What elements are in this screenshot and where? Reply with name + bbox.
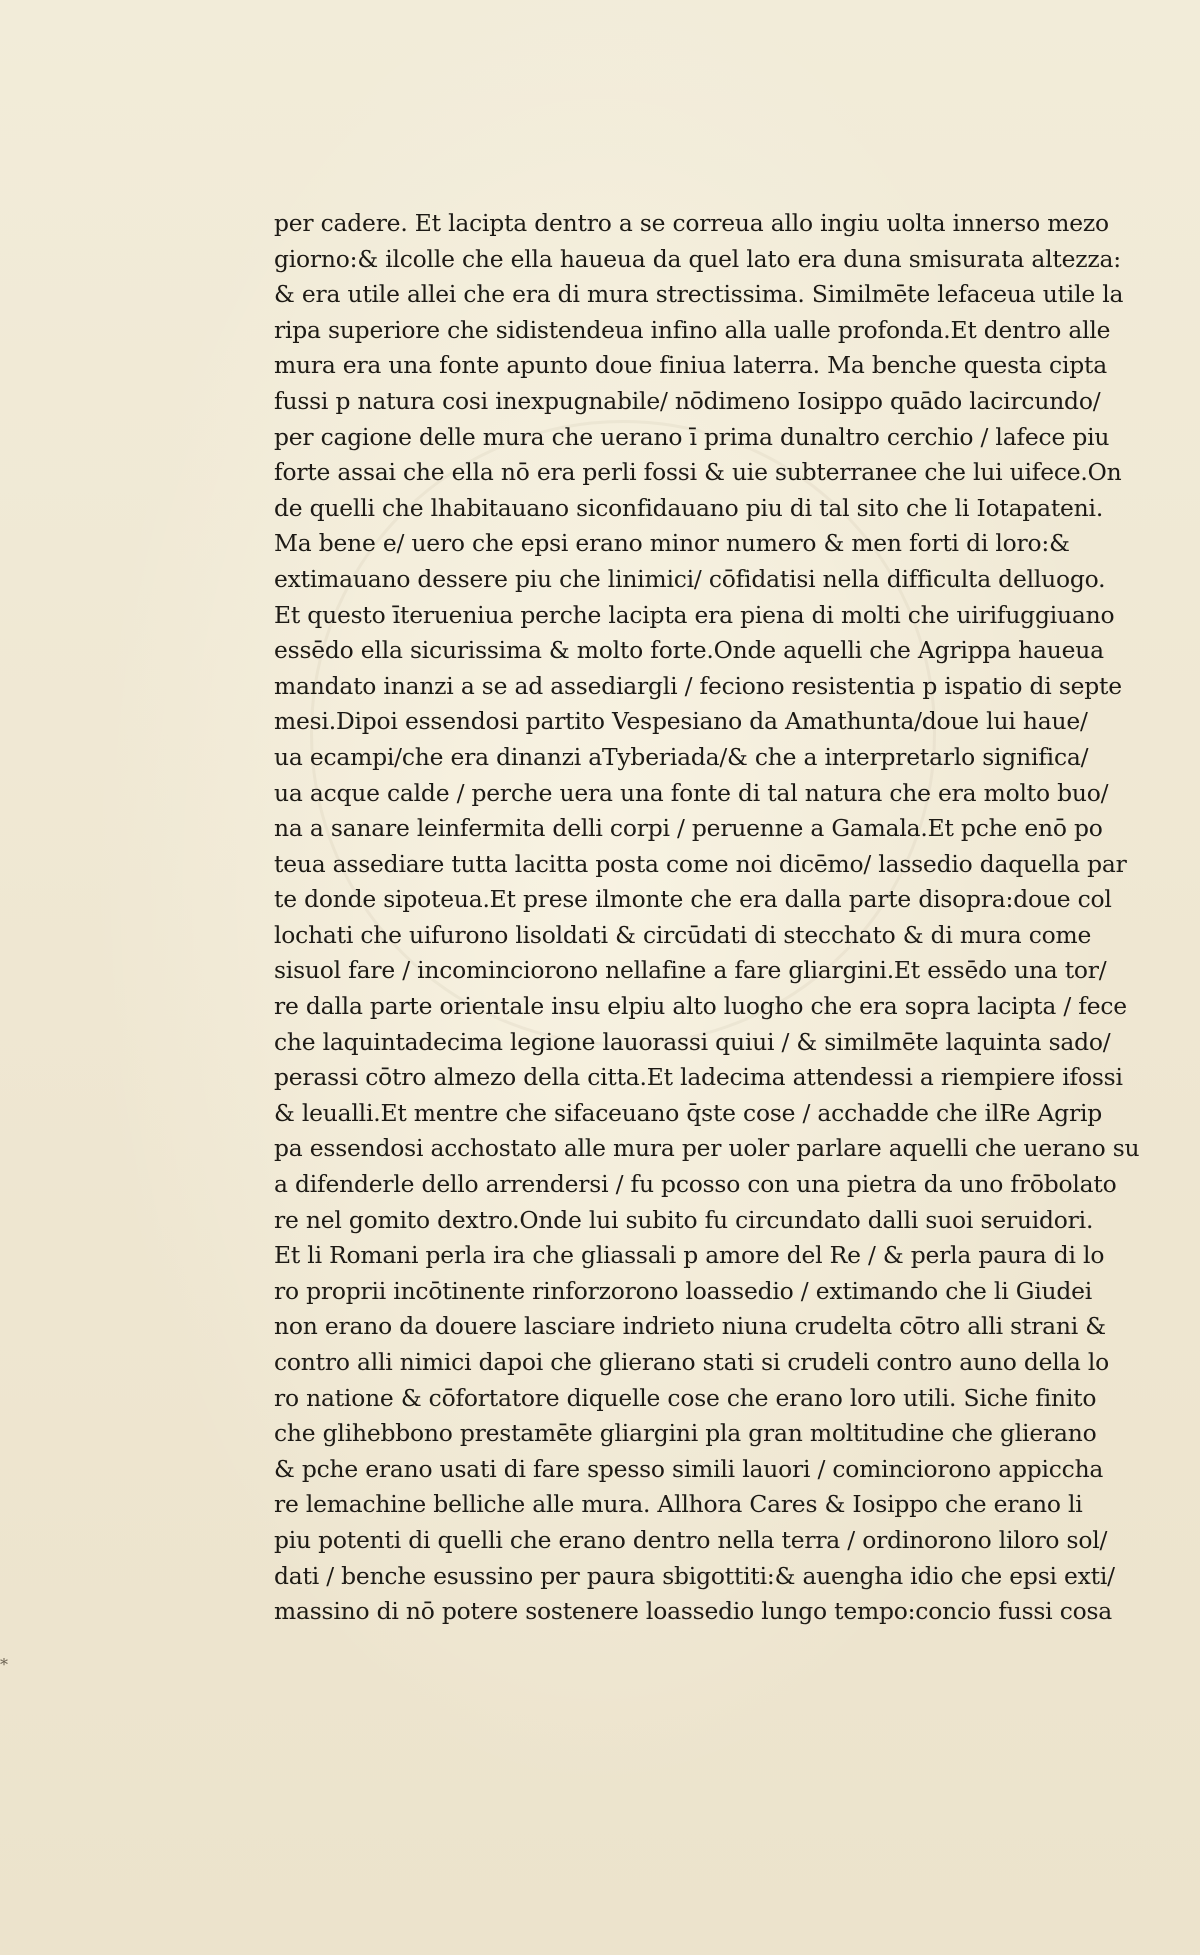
text-line: ua ecampi/che era dinanzi aTyberiada/& che a interpretarlo significa/ <box>274 742 1089 771</box>
text-line: ro proprii incōtinente rinforzorono loassedio / extimando che li Giudei <box>274 1276 1093 1305</box>
text-line: na a sanare leinfermita delli corpi / peruenne a Gamala.Et pche enō po <box>274 814 1103 843</box>
text-line: giorno:& ilcolle che ella haueua da quel lato era duna smisurata altezza: <box>274 244 1121 273</box>
text-line: te donde sipoteua.Et prese ilmonte che era dalla parte disopra:doue col <box>274 885 1112 914</box>
text-line: perassi cōtro almezo della citta.Et ladecima attendessi a riempiere ifossi <box>274 1063 1123 1092</box>
text-block <box>274 206 1140 1630</box>
text-line: contro alli nimici dapoi che glierano stati si crudeli contro auno della lo <box>274 1348 1110 1376</box>
text-line: extimauano dessere piu che linimici/ cōfidatisi nella difficulta delluogo. <box>274 564 1106 593</box>
text-line: re lemachine belliche alle mura. Allhora Cares & Iosippo che erano li <box>274 1490 1083 1519</box>
text-line: piu potenti di quelli che erano dentro nella terra / ordinorono liloro sol/ <box>274 1525 1108 1554</box>
text-line: Et questo īterueniua perche lacipta era piena di molti che uirifuggiuano <box>274 600 1115 629</box>
text-line: Ma bene e/ uero che epsi erano minor numero & men forti di loro:& <box>274 529 1070 558</box>
text-line: mesi.Dipoi essendosi partito Vespesiano da Amathunta/doue lui haue/ <box>274 707 1088 736</box>
text-line: ripa superiore che sidistendeua infino alla ualle profonda.Et dentro alle <box>274 315 1111 344</box>
text-line: Et li Romani perla ira che gliassali p amore del Re / & perla paura di lo <box>274 1241 1105 1270</box>
text-line: massino di nō potere sostenere loassedio lungo tempo:concio fussi cosa <box>274 1597 1113 1626</box>
text-line: a difenderle dello arrendersi / fu pcosso con una pietra da uno frōbolato <box>274 1170 1117 1199</box>
text-line: dati / benche esussino per paura sbigottiti:& auengha idio che epsi exti/ <box>274 1561 1115 1590</box>
text-line: non erano da douere lasciare indrieto niuna crudelta cōtro alli strani & <box>274 1312 1106 1341</box>
text-line: lochati che uifurono lisoldati & circūdati di stecchato & di mura come <box>274 920 1092 949</box>
text-line: re dalla parte orientale insu elpiu alto luogho che era sopra lacipta / fece <box>274 992 1127 1021</box>
text-line: per cadere. Et lacipta dentro a se correua allo ingiu uolta innerso mezo <box>274 209 1109 237</box>
text-line: & pche erano usati di fare spesso simili lauori / cominciorono appiccha <box>274 1454 1104 1483</box>
text-line: re nel gomito dextro.Onde lui subito fu circundato dalli suoi seruidori. <box>274 1205 1094 1234</box>
text-line: che glihebbono prestamēte gliargini pla gran moltitudine che glierano <box>274 1419 1097 1448</box>
text-line: de quelli che lhabitauano siconfidauano piu di tal sito che li Iotapateni. <box>274 493 1104 522</box>
text-line: ro natione & cōfortatore diquelle cose che erano loro utili. Siche finito <box>274 1383 1097 1412</box>
text-line: sisuol fare / incominciorono nellafine a fare gliargini.Et essēdo una tor/ <box>274 956 1107 985</box>
text-line: ua acque calde / perche uera una fonte di tal natura che era molto buo/ <box>274 778 1109 807</box>
text-line: & leualli.Et mentre che sifaceuano q̄ste cose / acchadde che ilRe Agrip <box>274 1098 1102 1127</box>
text-line: che laquintadecima legione lauorassi quiui / & similmēte laquinta sado/ <box>274 1027 1111 1056</box>
text-line: pa essendosi acchostato alle mura per uoler parlare aquelli che uerano su <box>274 1134 1140 1163</box>
text-line: forte assai che ella nō era perli fossi & uie subterranee che lui uifece.On <box>274 458 1122 487</box>
text-line: & era utile allei che era di mura strectissima. Similmēte lefaceua utile la <box>274 280 1124 309</box>
text-line: per cagione delle mura che uerano ī prima dunaltro cerchio / lafece piu <box>274 422 1110 451</box>
margin-mark: * <box>0 1655 8 1674</box>
text-line: fussi p natura cosi inexpugnabile/ nōdimeno Iosippo quādo lacircundo/ <box>274 386 1101 415</box>
text-line: essēdo ella sicurissima & molto forte.Onde aquelli che Agrippa haueua <box>274 636 1104 665</box>
text-line: mura era una fonte apunto doue finiua laterra. Ma benche questa cipta <box>274 351 1107 380</box>
text-line: teua assediare tutta lacitta posta come noi dicēmo/ lassedio daquella par <box>274 849 1127 878</box>
text-line: mandato inanzi a se ad assediargli / feciono resistentia p ispatio di septe <box>274 671 1122 700</box>
